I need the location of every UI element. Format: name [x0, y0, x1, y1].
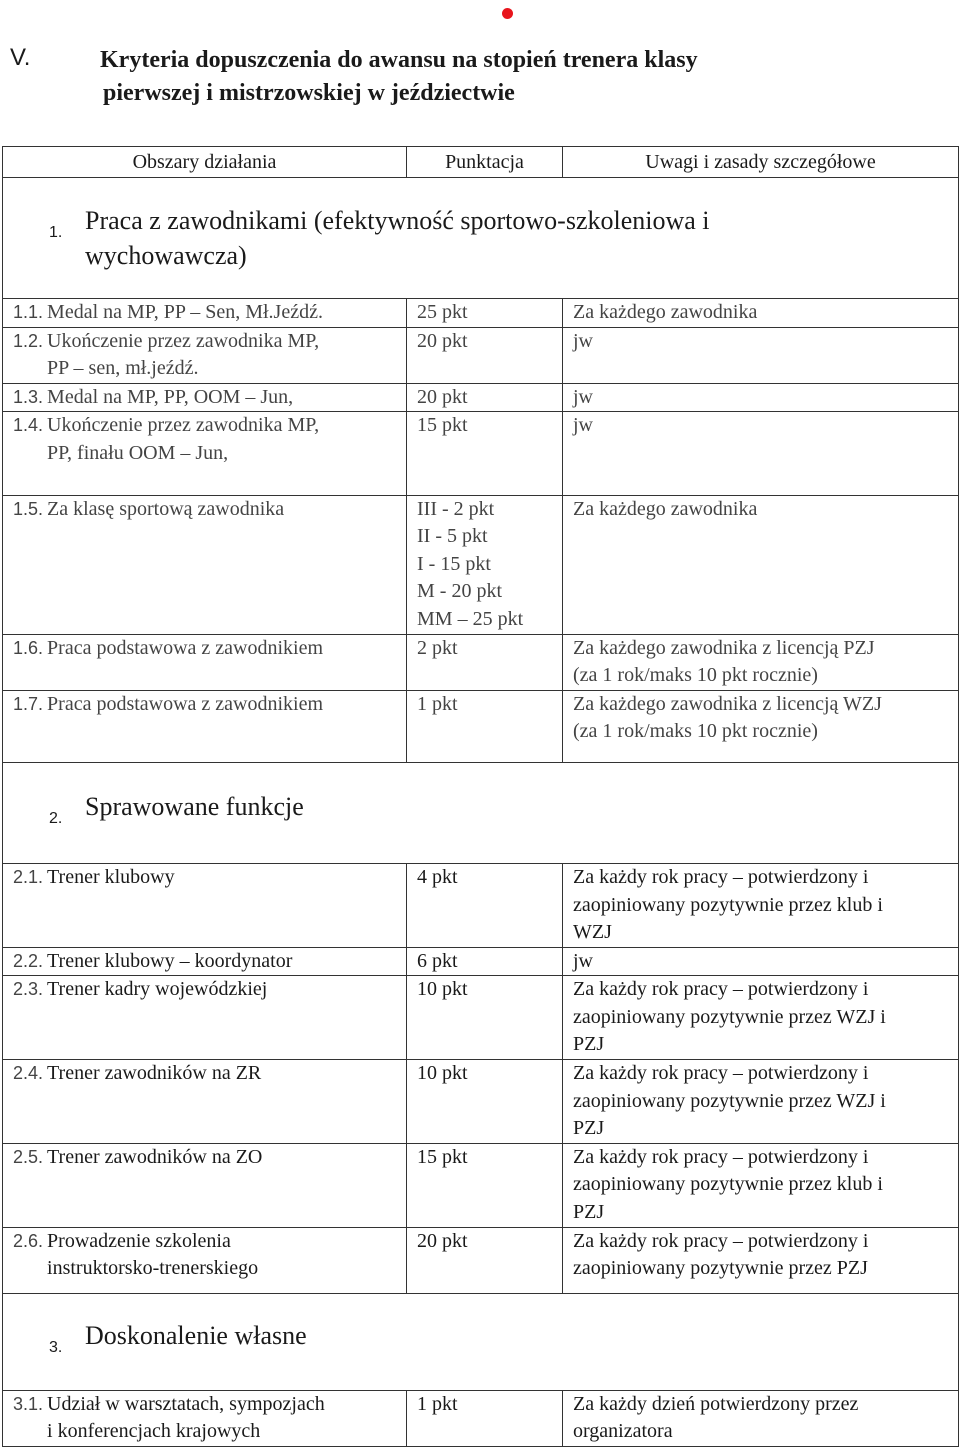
- area-item: [13, 691, 406, 719]
- table-row: [3, 495, 959, 634]
- column-header-notes: Uwagi i zasady szczegółowe: [563, 147, 959, 178]
- area-line: i konferencjach krajowych: [47, 1420, 261, 1443]
- area-line: Trener klubowy – koordynator: [47, 949, 293, 972]
- points-line: 2 pkt: [417, 636, 458, 659]
- notes-line: Za każdy rok pracy – potwierdzony i: [573, 978, 869, 1001]
- group-number: 2.: [49, 810, 63, 828]
- row-number: 1.5.: [13, 498, 44, 519]
- points-cell: [407, 863, 563, 947]
- points-cell: [407, 690, 563, 762]
- table-row: [3, 412, 959, 495]
- notes-cell: [563, 412, 959, 495]
- notes-cell: [563, 327, 959, 383]
- section-number: V.: [10, 44, 31, 71]
- notes-line: zaopiniowany pozytywnie przez PZJ: [573, 1257, 868, 1280]
- notes-line: jw: [573, 414, 593, 437]
- notes-cell: [563, 1227, 959, 1293]
- area-cell: [3, 976, 407, 1060]
- area-line: Medal na MP, PP – Sen, Mł.Jeźdź.: [47, 301, 323, 323]
- notes-cell: [563, 495, 959, 634]
- points-line: II - 5 pkt: [417, 525, 488, 548]
- points-line: M - 20 pkt: [417, 580, 502, 603]
- area-text: [47, 1144, 406, 1172]
- area-item: [13, 1144, 406, 1172]
- area-cell: [3, 1390, 407, 1446]
- area-cell: [3, 495, 407, 634]
- row-number: 1.7.: [13, 693, 44, 714]
- notes-cell: [563, 1143, 959, 1227]
- points-line: 1 pkt: [417, 1392, 458, 1415]
- area-line: Medal na MP, PP, OOM – Jun,: [47, 385, 294, 408]
- points-line: 15 pkt: [417, 414, 468, 437]
- points-line: 10 pkt: [417, 978, 468, 1001]
- table-row: [3, 863, 959, 947]
- notes-cell: [563, 1060, 959, 1144]
- group-heading-row: [3, 1293, 959, 1390]
- notes-line: jw: [573, 949, 593, 972]
- points-line: 20 pkt: [417, 329, 468, 352]
- points-cell: [407, 327, 563, 383]
- points-cell: [407, 383, 563, 412]
- area-line: Praca podstawowa z zawodnikiem: [47, 636, 324, 659]
- area-line: Trener kadry wojewódzkiej: [47, 978, 268, 1001]
- area-line: Prowadzenie szkolenia: [47, 1229, 231, 1252]
- points-line: 25 pkt: [417, 301, 468, 323]
- area-cell: [3, 412, 407, 495]
- table-row: [3, 976, 959, 1060]
- area-cell: [3, 690, 407, 762]
- area-line: Trener zawodników na ZR: [47, 1062, 262, 1085]
- area-item: [13, 948, 406, 976]
- table-row: [3, 1143, 959, 1227]
- area-cell: [3, 299, 407, 328]
- area-line: Trener zawodników na ZO: [47, 1145, 263, 1168]
- area-text: [47, 1228, 406, 1283]
- notes-cell: [563, 947, 959, 976]
- row-number: 1.4.: [13, 415, 44, 436]
- notes-line: (za 1 rok/maks 10 pkt rocznie): [573, 664, 818, 687]
- notes-line: PZJ: [573, 1033, 605, 1056]
- notes-line: Za każdego zawodnika z licencją PZJ: [573, 636, 875, 659]
- area-line: Za klasę sportową zawodnika: [47, 497, 285, 520]
- area-line: Ukończenie przez zawodnika MP,: [47, 414, 320, 437]
- points-cell: [407, 634, 563, 690]
- group-number: 1.: [49, 224, 63, 241]
- group-title-line: Sprawowane funkcje: [85, 792, 304, 822]
- points-cell: [407, 1227, 563, 1293]
- group-title: [3, 203, 958, 273]
- area-cell: [3, 1143, 407, 1227]
- table-row: [3, 634, 959, 690]
- points-line: 6 pkt: [417, 949, 458, 972]
- row-number: 1.6.: [13, 637, 44, 658]
- notes-line: zaopiniowany pozytywnie przez klub i: [573, 1173, 883, 1196]
- group-title-line: Praca z zawodnikami (efektywność sportowo-szkoleniowa i: [85, 206, 710, 235]
- group-title-text: [85, 203, 710, 273]
- area-item: [13, 864, 406, 892]
- row-number: 1.1.: [13, 302, 44, 322]
- table-row: [3, 1390, 959, 1446]
- area-text: [47, 299, 406, 327]
- row-number: 2.4.: [13, 1063, 44, 1084]
- area-text: [47, 635, 406, 663]
- area-item: [13, 412, 406, 467]
- area-text: [47, 1060, 406, 1088]
- points-line: 4 pkt: [417, 865, 458, 888]
- points-line: 20 pkt: [417, 385, 468, 408]
- row-number: 2.6.: [13, 1230, 44, 1251]
- column-header-area: Obszary działania: [3, 147, 407, 178]
- group-heading-row: [3, 178, 959, 299]
- notes-line: zaopiniowany pozytywnie przez WZJ i: [573, 1005, 886, 1028]
- area-line: Praca podstawowa z zawodnikiem: [47, 692, 324, 715]
- row-number: 2.1.: [13, 866, 44, 887]
- row-number: 1.3.: [13, 386, 44, 407]
- points-cell: [407, 1060, 563, 1144]
- notes-line: Za każdy rok pracy – potwierdzony i: [573, 1145, 869, 1168]
- notes-cell: [563, 863, 959, 947]
- row-number: 1.2.: [13, 330, 44, 351]
- points-line: I - 15 pkt: [417, 552, 491, 575]
- group-heading-cell: [3, 178, 959, 299]
- area-text: [47, 412, 406, 467]
- points-line: III - 2 pkt: [417, 497, 495, 520]
- points-cell: [407, 976, 563, 1060]
- notes-line: zaopiniowany pozytywnie przez klub i: [573, 893, 883, 916]
- area-line: Udział w warsztatach, sympozjach: [47, 1392, 325, 1415]
- area-line: PP – sen, mł.jeźdź.: [47, 357, 199, 380]
- area-cell: [3, 947, 407, 976]
- notes-cell: [563, 383, 959, 412]
- table-row: [3, 1227, 959, 1293]
- notes-line: Za każdy rok pracy – potwierdzony i: [573, 1229, 869, 1252]
- points-line: 20 pkt: [417, 1229, 468, 1252]
- area-text: [47, 496, 406, 524]
- notes-line: jw: [573, 329, 593, 352]
- area-text: [47, 384, 406, 412]
- area-cell: [3, 1060, 407, 1144]
- notes-cell: [563, 634, 959, 690]
- notes-cell: [563, 976, 959, 1060]
- area-item: [13, 1228, 406, 1283]
- area-item: [13, 976, 406, 1004]
- table-row: [3, 690, 959, 762]
- points-cell: [407, 495, 563, 634]
- row-number: 3.1.: [13, 1393, 44, 1414]
- area-text: [47, 976, 406, 1004]
- area-item: [13, 1060, 406, 1088]
- table-row: [3, 1060, 959, 1144]
- area-cell: [3, 1227, 407, 1293]
- area-text: [47, 948, 406, 976]
- points-line: 10 pkt: [417, 1062, 468, 1085]
- section-title-line2: pierwszej i mistrzowskiej w jeździectwie: [103, 80, 515, 106]
- notes-line: PZJ: [573, 1201, 605, 1224]
- area-line: Ukończenie przez zawodnika MP,: [47, 329, 320, 352]
- area-cell: [3, 383, 407, 412]
- group-title-line: wychowawcza): [85, 241, 247, 270]
- row-number: 2.5.: [13, 1146, 44, 1167]
- table-header-row: [3, 147, 959, 178]
- area-text: [47, 328, 406, 383]
- area-text: [47, 691, 406, 719]
- points-cell: [407, 1390, 563, 1446]
- table-row: [3, 299, 959, 328]
- points-line: MM – 25 pkt: [417, 607, 524, 630]
- table-row: [3, 947, 959, 976]
- section-title-line1: Kryteria dopuszczenia do awansu na stopień trenera klasy: [100, 47, 698, 73]
- notes-line: Za każdego zawodnika z licencją WZJ: [573, 692, 882, 715]
- row-number: 2.2.: [13, 950, 44, 971]
- area-line: instruktorsko-trenerskiego: [47, 1257, 259, 1280]
- column-header-points: Punktacja: [407, 147, 563, 178]
- notes-cell: [563, 690, 959, 762]
- notes-cell: [563, 1390, 959, 1446]
- group-heading-cell: [3, 1293, 959, 1390]
- points-cell: [407, 1143, 563, 1227]
- group-title-line: Doskonalenie własne: [85, 1321, 307, 1351]
- red-dot-marker: [502, 8, 513, 19]
- area-item: [13, 635, 406, 663]
- notes-line: WZJ: [573, 921, 612, 944]
- group-heading-cell: [3, 762, 959, 863]
- notes-line: Za każdy dzień potwierdzony przez: [573, 1392, 859, 1415]
- group-title: [3, 1318, 958, 1365]
- notes-line: (za 1 rok/maks 10 pkt rocznie): [573, 720, 818, 743]
- area-line: PP, finału OOM – Jun,: [47, 441, 229, 464]
- group-title-text: [85, 1318, 307, 1353]
- notes-line: organizatora: [573, 1420, 673, 1443]
- notes-line: Za każdego zawodnika: [573, 301, 758, 323]
- notes-cell: [563, 299, 959, 328]
- row-number: 2.3.: [13, 979, 44, 1000]
- points-cell: [407, 412, 563, 495]
- points-cell: [407, 299, 563, 328]
- group-number: 3.: [49, 1339, 63, 1357]
- group-heading-row: [3, 762, 959, 863]
- notes-line: PZJ: [573, 1117, 605, 1140]
- group-title-text: [85, 789, 304, 824]
- area-item: [13, 384, 406, 412]
- area-item: [13, 328, 406, 383]
- area-text: [47, 1391, 406, 1446]
- table-row: [3, 383, 959, 412]
- area-line: Trener klubowy: [47, 865, 175, 888]
- area-item: [13, 496, 406, 524]
- points-line: 15 pkt: [417, 1145, 468, 1168]
- points-cell: [407, 947, 563, 976]
- criteria-table: [2, 146, 959, 1447]
- area-cell: [3, 634, 407, 690]
- notes-line: Za każdy rok pracy – potwierdzony i: [573, 865, 869, 888]
- area-cell: [3, 863, 407, 947]
- area-item: [13, 1391, 406, 1446]
- notes-line: Za każdego zawodnika: [573, 497, 758, 520]
- area-cell: [3, 327, 407, 383]
- notes-line: Za każdy rok pracy – potwierdzony i: [573, 1062, 869, 1085]
- table-row: [3, 327, 959, 383]
- points-line: 1 pkt: [417, 692, 458, 715]
- area-text: [47, 864, 406, 892]
- notes-line: jw: [573, 385, 593, 408]
- area-item: [13, 299, 406, 327]
- notes-line: zaopiniowany pozytywnie przez WZJ i: [573, 1089, 886, 1112]
- section-title: [100, 44, 860, 110]
- group-title: [3, 789, 958, 836]
